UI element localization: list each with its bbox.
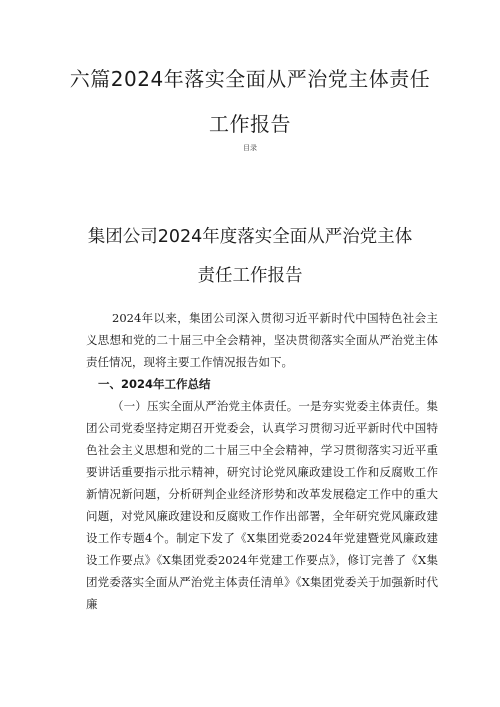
- report-body: [86, 307, 438, 615]
- body-paragraph: （一）压实全面从严治党主体责任。一是夯实党委主体责任。集团公司党委坚持定期召开党委会，认真学习贯彻习近平新时代中国特色社会主义思想和党的二十届三中全会精神，学习贯彻落实习近平重要讲话重要指示批示精神，研究讨论党风廉政建设工作和反腐败工作新情况新问题，分析研判企业经济形势和改革发展稳定工作中的重大问题，对党风廉政建设和反腐败工作作出部署，全年研究党风廉政建设工作专题4个。制定下发了《X集团党委2024年党建暨党风廉政建设工作要点》《X集团党委2024年党建工作要点》，修订完善了《X集团党委落实全面从严治党主体责任清单》《X集团党委关于加强新时代廉: [86, 399, 438, 611]
- section-title-line-2: 责任工作报告: [197, 266, 303, 286]
- document-title-line-1: 六篇2024年落实全面从严治党主体责任: [69, 67, 431, 91]
- toc-label: 目录: [243, 144, 257, 152]
- intro-paragraph: 2024年以来，集团公司深入贯彻习近平新时代中国特色社会主义思想和党的二十届三中全会精神，坚决贯彻落实全面从严治党主体责任情况，现将主要工作情况报告如下。: [86, 311, 438, 369]
- document-title-line-2: 工作报告: [209, 112, 291, 136]
- section-heading: 一、2024年工作总结: [98, 377, 211, 391]
- section-title-line-1: 集团公司2024年度落实全面从严治党主体: [87, 227, 413, 247]
